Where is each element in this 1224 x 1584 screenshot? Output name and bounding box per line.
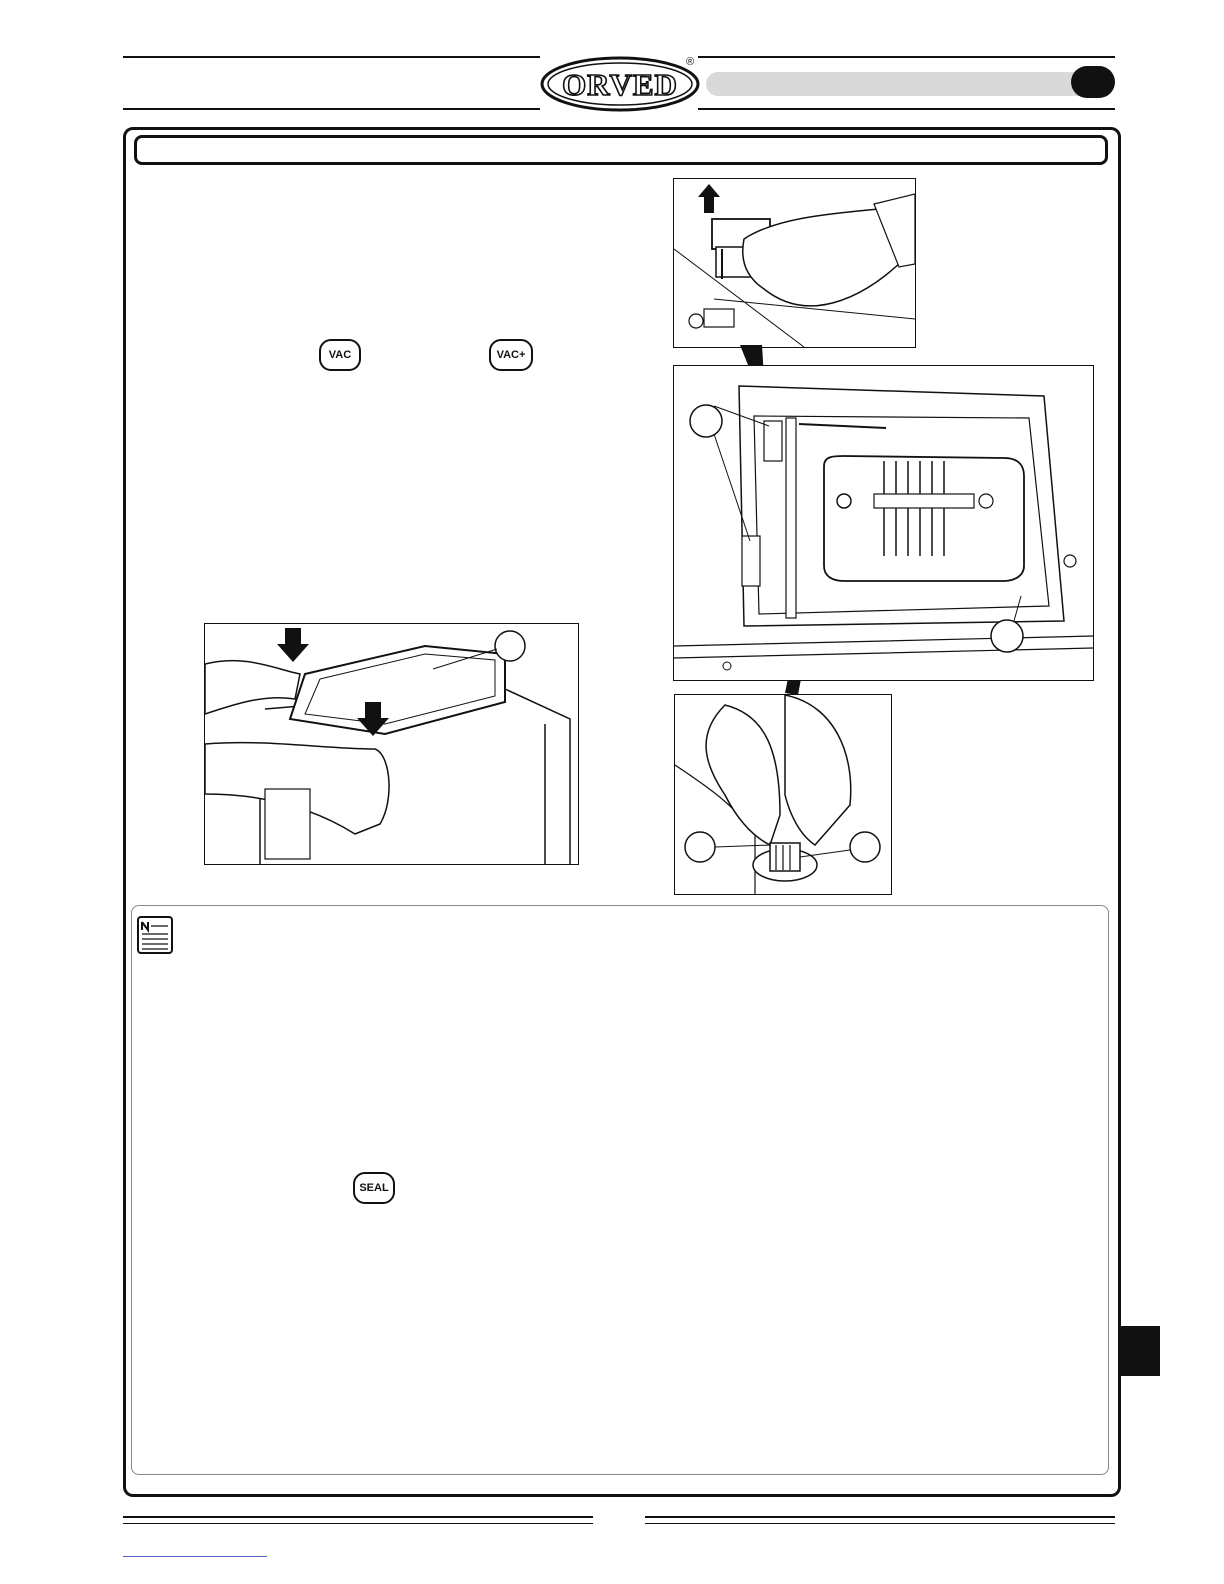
footer-rule-left-top	[123, 1516, 593, 1518]
orved-logo	[540, 56, 700, 112]
footer-link-underline[interactable]	[123, 1556, 267, 1557]
header-rule-right-bottom	[698, 108, 1115, 110]
language-badge	[1071, 66, 1115, 98]
arrow-down-icon	[277, 628, 309, 662]
figure-vacuum-plug	[674, 694, 892, 895]
header-bar	[706, 72, 1114, 96]
footer-rule-right-top	[645, 1516, 1115, 1518]
seal-button: SEAL	[353, 1172, 395, 1204]
header-rule-right-top	[698, 56, 1115, 58]
section-tab	[1118, 1326, 1160, 1376]
registered-mark: ®	[686, 56, 695, 68]
footer-rule-left-bottom	[123, 1523, 593, 1524]
note-box	[131, 905, 1109, 1475]
figure-lid-closing	[204, 623, 579, 865]
header-rule-left-bottom	[123, 108, 540, 110]
logo-text: ORVED	[562, 67, 678, 102]
section-title-bar	[134, 135, 1108, 165]
arrow-up-icon	[698, 184, 720, 213]
figure-chamber-top-view	[673, 365, 1094, 681]
vac-button: VAC	[319, 339, 361, 371]
note-icon	[137, 916, 173, 954]
figure-seal-bar-removal	[673, 178, 916, 348]
footer-rule-right-bottom	[645, 1523, 1115, 1524]
header-rule-left-top	[123, 56, 540, 58]
vac-plus-button: VAC+	[489, 339, 533, 371]
